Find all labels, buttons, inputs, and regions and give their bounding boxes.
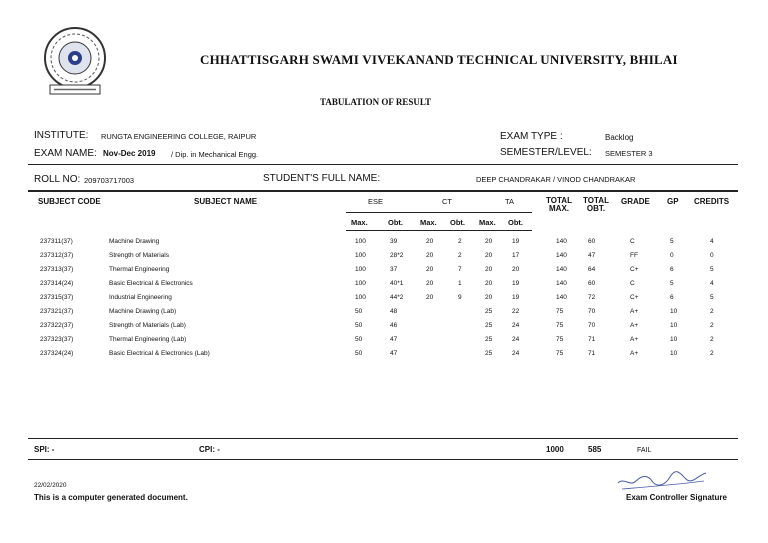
table-row bbox=[0, 238, 768, 252]
table-row bbox=[0, 266, 768, 280]
cell-name: Strength of Materials (Lab) bbox=[109, 322, 186, 329]
cell-grade: A+ bbox=[630, 308, 639, 315]
cell-name: Thermal Engineering bbox=[109, 266, 170, 273]
sub-ese-obt: Obt. bbox=[388, 218, 403, 227]
cell-credits: 0 bbox=[710, 252, 714, 259]
cell-ta-obt: 20 bbox=[512, 266, 520, 273]
university-logo bbox=[36, 25, 114, 97]
table-row bbox=[0, 252, 768, 266]
cell-tobt: 60 bbox=[588, 238, 596, 245]
cell-name: Basic Electrical & Electronics (Lab) bbox=[109, 350, 210, 357]
table-row bbox=[0, 294, 768, 308]
exam-type-value: Backlog bbox=[605, 133, 634, 142]
cell-tobt: 72 bbox=[588, 294, 596, 301]
roll-label: ROLL NO: bbox=[34, 174, 81, 185]
cell-grade: C+ bbox=[630, 294, 639, 301]
cell-name: Machine Drawing (Lab) bbox=[109, 308, 177, 315]
cell-ese-max: 100 bbox=[355, 238, 366, 245]
cell-gp: 10 bbox=[670, 336, 678, 343]
cell-ta-obt: 24 bbox=[512, 322, 520, 329]
grand-total-obt: 585 bbox=[588, 445, 602, 454]
institute-label: INSTITUTE: bbox=[34, 130, 89, 141]
cell-grade: A+ bbox=[630, 350, 639, 357]
cell-grade: A+ bbox=[630, 336, 639, 343]
student-label: STUDENT'S FULL NAME: bbox=[263, 173, 381, 184]
grand-total-max: 1000 bbox=[546, 445, 564, 454]
cell-credits: 4 bbox=[710, 238, 714, 245]
cell-gp: 6 bbox=[670, 266, 674, 273]
document-title: TABULATION OF RESULT bbox=[320, 97, 432, 107]
semester-label: SEMESTER/LEVEL: bbox=[500, 147, 592, 158]
cell-name: Strength of Materials bbox=[109, 252, 169, 259]
sub-ta-obt: Obt. bbox=[508, 218, 523, 227]
cell-tobt: 70 bbox=[588, 308, 596, 315]
cell-ese-obt: 47 bbox=[390, 336, 398, 343]
cell-tmax: 140 bbox=[556, 252, 567, 259]
cell-credits: 2 bbox=[710, 322, 714, 329]
issue-date: 22/02/2020 bbox=[34, 482, 67, 489]
sub-ese-max: Max. bbox=[351, 218, 368, 227]
cell-ta-max: 20 bbox=[485, 238, 493, 245]
exam-name-label: EXAM NAME: bbox=[34, 148, 97, 159]
cell-ta-obt: 24 bbox=[512, 336, 520, 343]
cell-ese-max: 50 bbox=[355, 336, 363, 343]
cell-grade: C bbox=[630, 238, 635, 245]
cell-ese-obt: 40*1 bbox=[390, 280, 404, 287]
cell-code: 237315(37) bbox=[40, 294, 74, 301]
cell-name: Basic Electrical & Electronics bbox=[109, 280, 193, 287]
header-subject-code: SUBJECT CODE bbox=[38, 197, 101, 206]
cell-ct-max: 20 bbox=[426, 280, 434, 287]
cell-grade: FF bbox=[630, 252, 638, 259]
cell-tobt: 60 bbox=[588, 280, 596, 287]
table-row bbox=[0, 322, 768, 336]
header-total-obt: TOTAL OBT. bbox=[583, 196, 609, 213]
cell-tmax: 140 bbox=[556, 266, 567, 273]
cell-ese-max: 100 bbox=[355, 294, 366, 301]
cell-ta-obt: 19 bbox=[512, 280, 520, 287]
cpi-value: CPI: - bbox=[199, 445, 220, 454]
cell-ta-max: 20 bbox=[485, 252, 493, 259]
subheader-divider bbox=[346, 212, 532, 213]
cell-credits: 2 bbox=[710, 336, 714, 343]
cell-ta-obt: 19 bbox=[512, 294, 520, 301]
cell-ta-max: 25 bbox=[485, 308, 493, 315]
spi-value: SPI: - bbox=[34, 445, 55, 454]
footer-note: This is a computer generated document. bbox=[34, 493, 188, 502]
cell-name: Machine Drawing bbox=[109, 238, 160, 245]
cell-ese-obt: 39 bbox=[390, 238, 398, 245]
header-subject-name: SUBJECT NAME bbox=[194, 197, 258, 206]
cell-ta-max: 25 bbox=[485, 336, 493, 343]
controller-signature bbox=[614, 465, 710, 493]
cell-gp: 10 bbox=[670, 350, 678, 357]
cell-ct-max: 20 bbox=[426, 294, 434, 301]
cell-code: 237312(37) bbox=[40, 252, 74, 259]
cell-ta-max: 20 bbox=[485, 266, 493, 273]
semester-value: SEMESTER 3 bbox=[605, 149, 653, 158]
cell-gp: 5 bbox=[670, 238, 674, 245]
roll-value: 209703717003 bbox=[84, 176, 135, 185]
cell-code: 237311(37) bbox=[40, 238, 73, 245]
divider-totals-top bbox=[28, 438, 738, 439]
university-name: CHHATTISGARH SWAMI VIVEKANAND TECHNICAL UNIVERSITY, BHILAI bbox=[200, 52, 678, 67]
cell-credits: 4 bbox=[710, 280, 714, 287]
divider-header-top bbox=[28, 190, 738, 192]
cell-credits: 2 bbox=[710, 308, 714, 315]
cell-ese-max: 50 bbox=[355, 350, 363, 357]
divider-totals-bottom bbox=[28, 459, 738, 460]
cell-ese-max: 100 bbox=[355, 252, 366, 259]
cell-ta-max: 20 bbox=[485, 280, 493, 287]
header-total-max: TOTAL MAX. bbox=[546, 196, 572, 213]
table-row bbox=[0, 336, 768, 350]
cell-credits: 5 bbox=[710, 294, 714, 301]
cell-gp: 10 bbox=[670, 308, 678, 315]
table-row bbox=[0, 350, 768, 364]
cell-ese-obt: 47 bbox=[390, 350, 398, 357]
exam-name-value: Nov-Dec 2019 bbox=[103, 149, 156, 158]
cell-ct-obt: 2 bbox=[458, 238, 462, 245]
cell-ese-obt: 37 bbox=[390, 266, 398, 273]
cell-tobt: 71 bbox=[588, 336, 596, 343]
cell-code: 237324(24) bbox=[40, 350, 74, 357]
cell-ta-max: 25 bbox=[485, 322, 493, 329]
institute-value: RUNGTA ENGINEERING COLLEGE, RAIPUR bbox=[101, 132, 257, 141]
student-value: DEEP CHANDRAKAR / VINOD CHANDRAKAR bbox=[476, 175, 636, 184]
divider-header-bottom bbox=[346, 230, 532, 231]
cell-code: 237321(37) bbox=[40, 308, 74, 315]
cell-tmax: 140 bbox=[556, 238, 567, 245]
cell-gp: 10 bbox=[670, 322, 678, 329]
cell-ese-obt: 46 bbox=[390, 322, 398, 329]
cell-ct-obt: 1 bbox=[458, 280, 462, 287]
cell-ese-obt: 48 bbox=[390, 308, 398, 315]
cell-grade: C+ bbox=[630, 266, 639, 273]
cell-tobt: 70 bbox=[588, 322, 596, 329]
cell-ta-obt: 22 bbox=[512, 308, 520, 315]
cell-tobt: 47 bbox=[588, 252, 596, 259]
cell-name: Industrial Engineering bbox=[109, 294, 172, 301]
cell-ta-max: 20 bbox=[485, 294, 493, 301]
cell-code: 237313(37) bbox=[40, 266, 74, 273]
cell-ta-obt: 24 bbox=[512, 350, 520, 357]
cell-tmax: 75 bbox=[556, 336, 564, 343]
cell-tobt: 64 bbox=[588, 266, 596, 273]
cell-tmax: 140 bbox=[556, 294, 567, 301]
cell-ta-max: 25 bbox=[485, 350, 493, 357]
cell-ct-max: 20 bbox=[426, 266, 434, 273]
cell-gp: 5 bbox=[670, 280, 674, 287]
cell-ct-max: 20 bbox=[426, 252, 434, 259]
header-credits: CREDITS bbox=[694, 197, 730, 206]
cell-credits: 2 bbox=[710, 350, 714, 357]
cell-ta-obt: 19 bbox=[512, 238, 520, 245]
header-ese: ESE bbox=[368, 197, 384, 206]
cell-code: 237323(37) bbox=[40, 336, 74, 343]
sub-ct-max: Max. bbox=[420, 218, 437, 227]
cell-name: Thermal Engineering (Lab) bbox=[109, 336, 187, 343]
cell-ct-max: 20 bbox=[426, 238, 434, 245]
cell-grade: A+ bbox=[630, 322, 639, 329]
cell-tmax: 75 bbox=[556, 350, 564, 357]
table-row bbox=[0, 280, 768, 294]
cell-ct-obt: 9 bbox=[458, 294, 462, 301]
table-row bbox=[0, 308, 768, 322]
header-ta: TA bbox=[505, 197, 515, 206]
cell-code: 237322(37) bbox=[40, 322, 74, 329]
exam-type-label: EXAM TYPE : bbox=[500, 131, 563, 142]
sub-ta-max: Max. bbox=[479, 218, 496, 227]
cell-ct-obt: 7 bbox=[458, 266, 462, 273]
header-grade: GRADE bbox=[621, 197, 650, 206]
cell-ta-obt: 17 bbox=[512, 252, 520, 259]
signature-label: Exam Controller Signature bbox=[626, 493, 727, 502]
cell-ct-obt: 2 bbox=[458, 252, 462, 259]
cell-ese-max: 100 bbox=[355, 280, 366, 287]
cell-tmax: 140 bbox=[556, 280, 567, 287]
cell-ese-max: 50 bbox=[355, 322, 363, 329]
cell-tmax: 75 bbox=[556, 308, 564, 315]
cell-tmax: 75 bbox=[556, 322, 564, 329]
cell-credits: 5 bbox=[710, 266, 714, 273]
cell-code: 237314(24) bbox=[40, 280, 74, 287]
cell-gp: 0 bbox=[670, 252, 674, 259]
course-value: / Dip. in Mechanical Engg. bbox=[171, 150, 259, 159]
cell-ese-max: 50 bbox=[355, 308, 363, 315]
cell-gp: 6 bbox=[670, 294, 674, 301]
cell-ese-obt: 44*2 bbox=[390, 294, 404, 301]
cell-tobt: 71 bbox=[588, 350, 596, 357]
result-status: FAIL bbox=[637, 447, 652, 454]
sub-ct-obt: Obt. bbox=[450, 218, 465, 227]
header-gp: GP bbox=[667, 197, 679, 206]
header-ct: CT bbox=[442, 197, 452, 206]
cell-ese-obt: 28*2 bbox=[390, 252, 404, 259]
divider-top bbox=[28, 164, 738, 165]
cell-grade: C bbox=[630, 280, 635, 287]
cell-ese-max: 100 bbox=[355, 266, 366, 273]
